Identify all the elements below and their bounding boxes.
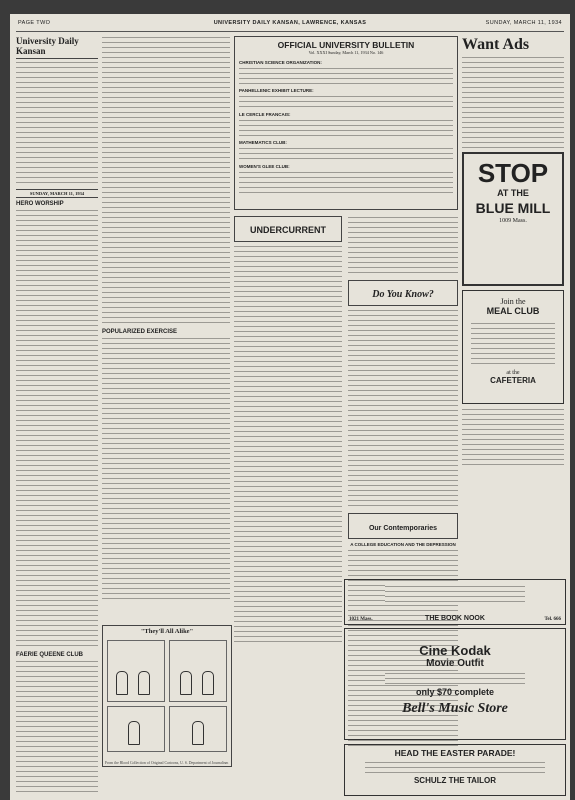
- blue-mill-ad: [462, 152, 564, 286]
- bulletin-item: CHRISTIAN SCIENCE ORGANIZATION:: [239, 60, 322, 65]
- bulletin-text: [239, 67, 453, 85]
- bookstore-notice: [462, 408, 564, 468]
- want-ads-list: [462, 56, 564, 148]
- cine-kodak-ad: [344, 628, 566, 740]
- column-1: [16, 36, 98, 792]
- stop-text: STOP: [477, 158, 549, 188]
- blue-mill-address: 1009 Mass.: [499, 218, 527, 224]
- cartoon-panel-bottom-right: [169, 706, 227, 752]
- kodak-price: only $70 complete: [415, 687, 495, 697]
- cartoon-panel-right: [169, 640, 227, 702]
- meal-at: at the: [506, 370, 520, 376]
- staff-box: [16, 61, 98, 186]
- meal-club-text: [471, 322, 555, 364]
- bulletin-text: [239, 171, 453, 193]
- cartoon-figure: [180, 671, 192, 695]
- masthead: University Daily Kansan: [16, 36, 98, 59]
- undercurrent-title: UNDERCURRENT: [250, 225, 326, 235]
- meal-cafeteria: CAFETERIA: [490, 376, 536, 385]
- cartoon-figure: [128, 721, 140, 745]
- cartoon-caption: From the Blood Collection of Original Cartoons, U. S. Department of Journalism: [105, 761, 229, 765]
- headline-faerie-queene: FAERIE QUEENE CLUB: [16, 652, 84, 658]
- easter-text: [365, 761, 545, 773]
- article-undercurrent: [234, 245, 342, 645]
- article-continued: [102, 36, 230, 326]
- bulletin-text: [239, 95, 453, 109]
- cartoon: [102, 625, 232, 767]
- cartoon-figure: [202, 671, 214, 695]
- meal-club-name: MEAL CLUB: [486, 306, 540, 316]
- contemporaries-title: Our Contemporaries: [368, 525, 438, 532]
- article-popularized-exercise: [102, 337, 230, 599]
- undercurrent-column: [234, 216, 342, 645]
- cartoon-panel-left: [107, 640, 165, 702]
- cartoon-figure: [192, 721, 204, 745]
- undercurrent-box: [234, 216, 342, 242]
- headline-hero-worship: HERO WORSHIP: [16, 201, 64, 207]
- column-3-body: [234, 216, 458, 626]
- bells-music-store: Bell's Music Store: [402, 701, 508, 716]
- bulletin-item: PANHELLENIC EXHIBIT LECTURE:: [239, 88, 314, 93]
- book-nook-address: 1021 Mass.: [349, 617, 373, 622]
- bulletin-title: OFFICIAL UNIVERSITY BULLETIN: [277, 40, 415, 50]
- kodak-subtitle: Movie Outfit: [426, 658, 484, 669]
- article-faerie-queene: [16, 660, 98, 792]
- kodak-text: [385, 672, 525, 684]
- article-do-you-know: [348, 309, 458, 509]
- kodak-title: Cine Kodak: [419, 643, 491, 658]
- bulletin-volume: Vol. XXXI Sunday, March 11, 1934 No. 146: [308, 50, 384, 55]
- bulletin-item: WOMEN'S GLEE CLUB:: [239, 164, 290, 169]
- bulletin-text: [239, 147, 453, 161]
- schulz-tailor-ad: [344, 744, 566, 796]
- cartoon-panel-bottom-left: [107, 706, 165, 752]
- cartoon-figure: [116, 671, 128, 695]
- contemporaries-box: [348, 513, 458, 539]
- meal-join: Join the: [500, 297, 526, 306]
- meal-club-ad: [462, 290, 564, 404]
- cartoon-figure: [138, 671, 150, 695]
- want-ads-title: Want Ads: [462, 36, 530, 53]
- article-hero-worship: [16, 209, 98, 649]
- header-rule: [16, 31, 564, 32]
- do-you-know-title: Do You Know?: [372, 289, 434, 300]
- blue-mill-name: BLUE MILL: [475, 200, 551, 216]
- page-header: [10, 20, 570, 30]
- official-bulletin: [234, 36, 458, 210]
- newspaper-page: [10, 14, 570, 800]
- book-nook-ad: [344, 579, 566, 625]
- article-continued-2: [348, 216, 458, 276]
- bulletin-text: [239, 119, 453, 137]
- paper-title: UNIVERSITY DAILY KANSAN, LAWRENCE, KANSAS: [213, 20, 367, 26]
- easter-headline: HEAD THE EASTER PARADE!: [394, 748, 516, 758]
- book-nook-name: THE BOOK NOOK: [425, 615, 485, 622]
- bulletin-item: LE CERCLE FRANCAIS:: [239, 112, 291, 117]
- contemporaries-subhead: A COLLEGE EDUCATION AND THE DEPRESSION: [350, 542, 456, 547]
- schulz-tailor-name: SCHULZ THE TAILOR: [413, 776, 497, 785]
- headline-popularized-exercise: POPULARIZED EXERCISE: [102, 329, 178, 335]
- book-nook-tel: Tel. 666: [544, 617, 561, 622]
- page-number: PAGE TWO: [18, 20, 51, 26]
- do-you-know-box: [348, 280, 458, 306]
- bulletin-item: MATHEMATICS CLUB:: [239, 140, 287, 145]
- page-date: SUNDAY, MARCH 11, 1934: [485, 20, 562, 26]
- book-nook-text: [385, 585, 525, 605]
- masthead-date: SUNDAY, MARCH 11, 1934: [16, 189, 98, 198]
- at-the-text: AT THE: [497, 188, 529, 198]
- cartoon-title: "They'll All Alike": [140, 628, 194, 635]
